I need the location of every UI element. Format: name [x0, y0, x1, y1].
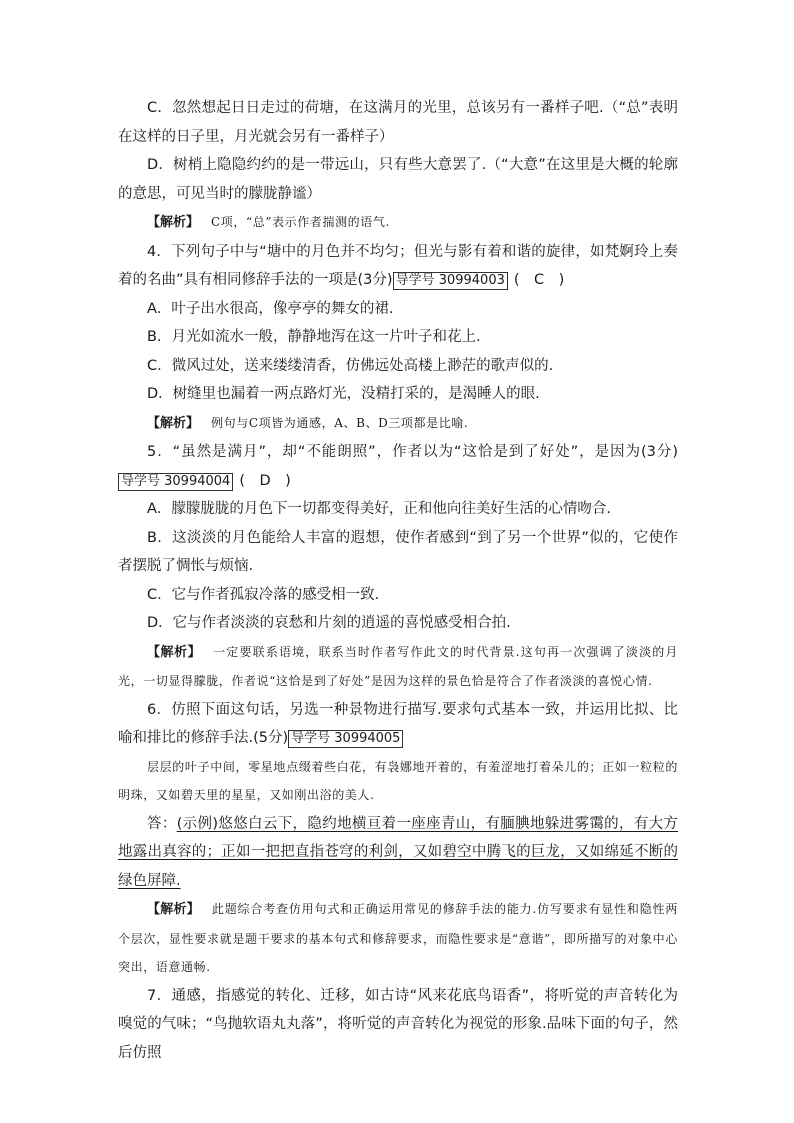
q6-answer	[118, 810, 678, 896]
explanation-tag: 【解析】	[147, 902, 200, 917]
q5-option-a: A．朦朦胧胧的月色下一切都变得美好，正和他向往美好生活的心情吻合.	[147, 501, 612, 517]
q5-stem	[118, 438, 678, 495]
question-text: 5．“虽然是满月”，却“不能朗照”，作者以为“这恰是到了好处”，是因为(3分)	[147, 444, 678, 460]
q6-model-sentence: 层层的叶子中间，零星地点缀着些白花，有袅娜地开着的，有羞涩地打着朵儿的；正如一粒粒的明珠，又如碧天里的星星，又如刚出浴的美人.	[118, 759, 678, 802]
q6-explanation	[118, 895, 678, 982]
question-text: 4．下列句子中与“塘中的月色并不均匀；但光与影有着和谐的旋律，如梵婀玲上奏着的名曲”具有相同修辞手法的一项是(3分)	[118, 243, 678, 288]
question-text: 6．仿照下面这句话，另选一种景物进行描写.要求句式基本一致，并运用比拟、比喻和排比的修辞手法.(5分)	[118, 701, 678, 746]
q4-explanation	[118, 409, 678, 439]
explanation-tag: 【解析】	[147, 215, 200, 230]
q4-option-d: D．树缝里也漏着一两点路灯光，没精打采的，是渴睡人的眼.	[147, 386, 540, 402]
guide-number-box: 导学号 30994004	[118, 473, 233, 491]
q5-explanation	[118, 638, 678, 696]
q3-explanation	[118, 208, 678, 238]
q7-stem: 7．通感，指感觉的转化、迁移，如古诗“风来花底鸟语香”，将听觉的声音转化为嗅觉的气味；“鸟抛软语丸丸落”，将听觉的声音转化为视觉的形象.品味下面的句子，然后仿照	[118, 987, 678, 1061]
explanation-tag: 【解析】	[147, 644, 202, 660]
document-body	[118, 94, 678, 1067]
q4-option-a: A．叶子出水很高，像亭亭的舞女的裙.	[147, 300, 394, 317]
guide-number-box: 导学号 30994005	[288, 730, 403, 748]
q4-stem	[118, 238, 678, 295]
answer-bracket: ( C )	[513, 272, 565, 288]
explanation-tag: 【解析】	[147, 415, 200, 431]
guide-number-box: 导学号 30994003	[393, 272, 508, 290]
answer-label: 答：	[147, 815, 177, 832]
explanation-text: C项，“总”表示作者揣测的语气.	[211, 215, 390, 229]
q3-option-c: C．忽然想起日日走过的荷塘，在这满月的光里，总该另有一番样子吧.（“总”表明在这样的日子里，月光就会另有一番样子）	[118, 100, 678, 145]
q5-option-d: D．它与作者淡淡的哀愁和片刻的逍遥的喜悦感受相合拍.	[147, 615, 511, 631]
q6-stem	[118, 696, 678, 753]
answer-bracket: ( D )	[239, 472, 291, 489]
q5-option-b: B．这淡淡的月色能给人丰富的遐想，使作者感到“到了另一个世界”似的，它使作者摆脱了惆怅与烦恼.	[118, 529, 678, 574]
explanation-text: 一定要联系语境，联系当时作者写作此文的时代背景.这句再一次强调了淡淡的月光，一切显得朦胧，作者说“这恰是到了好处”是因为这样的景色恰是符合了作者淡淡的喜悦心情.	[118, 644, 678, 688]
q3-option-d: D．树梢上隐隐约约的是一带远山，只有些大意罢了.（“大意”在这里是大概的轮廓的意思，可见当时的朦胧静谧）	[118, 157, 678, 202]
q4-option-c: C．微风过处，送来缕缕清香，仿佛远处高楼上渺茫的歌声似的.	[147, 357, 554, 374]
explanation-text: 此题综合考查仿用句式和正确运用常见的修辞手法的能力.仿写要求有显性和隐性两个层次，显性要求就是题干要求的基本句式和修辞要求，而隐性要求是“意谐”，即所描写的对象中心突出，语意通畅.	[118, 902, 678, 974]
q5-option-c: C．它与作者孤寂冷落的感受相一致.	[147, 586, 380, 603]
answer-text: (示例)悠悠白云下，隐约地横亘着一座座青山，有腼腆地躲进雾霭的，有大方地露出真容的；正如一把把直指苍穹的利剑，又如碧空中腾飞的巨龙，又如绵延不断的绿色屏障.	[118, 815, 679, 889]
q4-option-b: B．月光如流水一般，静静地泻在这一片叶子和花上.	[147, 329, 481, 345]
explanation-text: 例句与C项皆为通感，A、B、D三项都是比喻.	[211, 415, 469, 430]
